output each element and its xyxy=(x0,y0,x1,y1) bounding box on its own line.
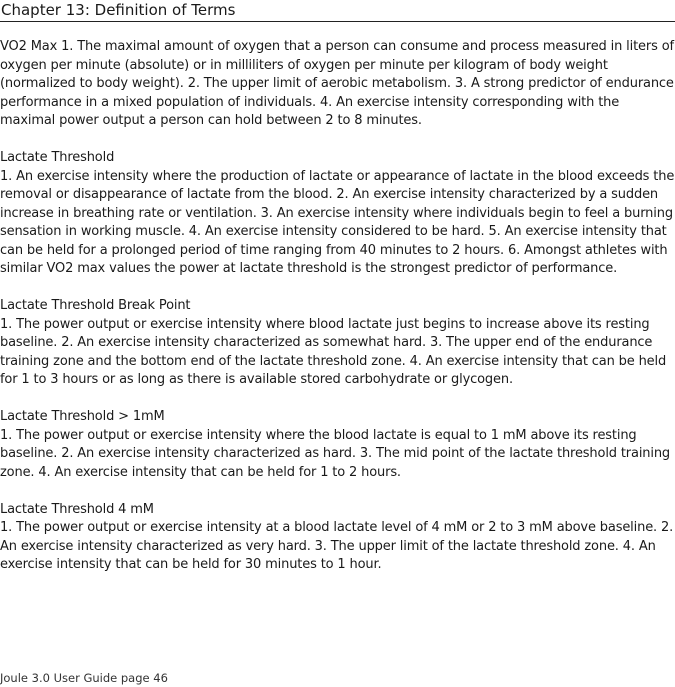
term-title: Lactate Threshold 4 mM xyxy=(0,501,154,517)
definition-lactate-threshold-4mm xyxy=(0,501,675,575)
definition-text: 1. The power output or exercise intensity where blood lactate just begins to increase above its resting baseline. 2. An exercise intensity characterized as somewhat hard. 3. The upper end of the endurance training zone and the bottom end of the lactate threshold zone. 4. An exercise intensity that can be held for 1 to 3 hours or as long as there is available stored carbohydrate or glycogen. xyxy=(0,316,667,387)
term-title: Lactate Threshold xyxy=(0,150,115,165)
definition-vo2-max xyxy=(0,38,675,131)
definition-text: 1. The power output or exercise intensity at a blood lactate level of 4 mM or 2 to 3 mM above baseline. 2. An exercise intensity characterized as very hard. 3. The upper limit of the lactate threshold zone. 4. An exercise intensity that can be held for 30 minutes to 1 hour. xyxy=(0,520,674,572)
term-title: Lactate Threshold > 1mM xyxy=(0,409,165,424)
definition-text: VO2 Max 1. The maximal amount of oxygen that a person can consume and process measured in liters of oxygen per minute (absolute) or in milliliters of oxygen per minute per kilogram of body weight (normalized to body weight). 2. The upper limit of aerobic metabolism. 3. A strong predictor of endurance performance in a mixed population of individuals. 4. An exercise intensity corresponding with the maximal power output a person can hold between 2 to 8 minutes. xyxy=(0,39,674,128)
term-title: Lactate Threshold Break Point xyxy=(0,298,191,313)
definition-lactate-threshold-1mm xyxy=(0,408,675,482)
chapter-title: Chapter 13: Definition of Terms xyxy=(0,0,675,22)
definition-lactate-threshold-break-point xyxy=(0,297,675,390)
definitions-list xyxy=(0,38,675,593)
page-footer: Joule 3.0 User Guide page 46 xyxy=(0,671,168,685)
definition-text: 1. An exercise intensity where the production of lactate or appearance of lactate in the blood exceeds the removal or disappearance of lactate from the blood. 2. An exercise intensity characterized by a sudden increase in breathing rate or ventilation. 3. An exercise intensity where individuals begin to feel a burning sensation in working muscle. 4. An exercise intensity considered to be hard. 5. An exercise intensity that can be held for a prolonged period of time ranging from 40 minutes to 2 hours. 6. Amongst athletes with similar VO2 max values the power at lactate threshold is the strongest predictor of performance. xyxy=(0,168,675,276)
definition-lactate-threshold xyxy=(0,149,675,279)
definition-text: 1. The power output or exercise intensity where the blood lactate is equal to 1 mM above its resting baseline. 2. An exercise intensity characterized as hard. 3. The mid point of the lactate threshold training zone. 4. An exercise intensity that can be held for 1 to 2 hours. xyxy=(0,427,671,480)
